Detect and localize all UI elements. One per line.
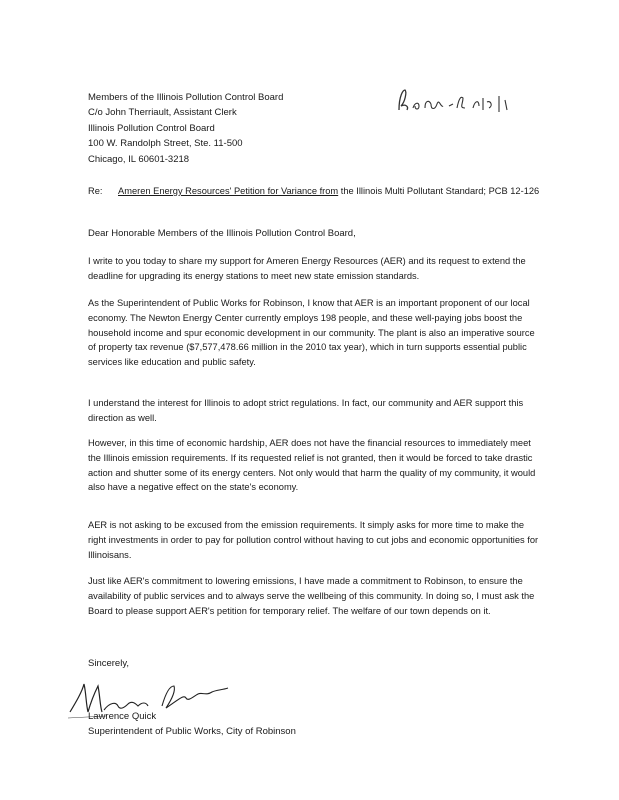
recipient-line: 100 W. Randolph Street, Ste. 11-500 [88,138,243,150]
closing: Sincerely, [88,658,130,669]
body-paragraph: I understand the interest for Illinois to adopt strict regulations. In fact, our community and AER support this direction as well. [88,398,524,423]
re-label: Re: [88,186,103,196]
re-subject-rest: the Illinois Multi Pollutant Standard; PCB 12-126 [338,186,540,196]
signer-title: Superintendent of Public Works, City of Robinson [88,726,296,737]
re-line [88,185,540,198]
recipient-address [88,90,283,167]
recipient-line: Members of the Illinois Pollution Control Board [88,92,284,103]
body-paragraph: As the Superintendent of Public Works for Robinson, I know that AER is an important proponent of our local economy. The Newton Energy Center currently employs 198 people, and these well-paying jobs boost the household income and spur economic development in our community. The plant is also an imperative source of property tax revenue ($7,577,478.66 million in the 2010 tax year), which in turn supports essential public services like education and public safety. [88,298,535,368]
body-paragraph: Just like AER's commitment to lowering emissions, I have made a commitment to Robinson, to ensure the availability of public services and to always serve the wellbeing of this community. In doing so, I must ask the Board to please support AER's petition for temporary relief. The welfare of our town depends on it. [88,576,535,616]
re-subject-underlined: Ameren Energy Resources' Petition for Variance from [118,186,339,196]
body-paragraph: I write to you today to share my support for Ameren Energy Resources (AER) and its request to extend the deadline for upgrading its energy stations to meet new state emission standards. [88,256,526,281]
signer-name: Lawrence Quick [88,711,157,722]
recipient-line: Illinois Pollution Control Board [88,122,215,134]
recipient-line: Chicago, IL 60601-3218 [88,153,190,165]
salutation: Dear Honorable Members of the Illinois Pollution Control Board, [88,228,356,239]
body-paragraph: However, in this time of economic hardship, AER does not have the financial resources to immediately meet the Illinois emission requirements. If its requested relief is not granted, then it would be forced to take drastic action and shutter some of its energy centers. Not only would that harm the quality of my community, it would also have a negative effect on the state's economy. [88,438,536,493]
recipient-line: C/o John Therriault, Assistant Clerk [88,107,237,119]
received-stamp-scribble [395,86,515,116]
body-paragraph: AER is not asking to be excused from the emission requirements. It simply asks for more time to make the right investments in order to pay for pollution control without having to cut jobs and economic opportunities for Illinoisans. [88,520,539,560]
